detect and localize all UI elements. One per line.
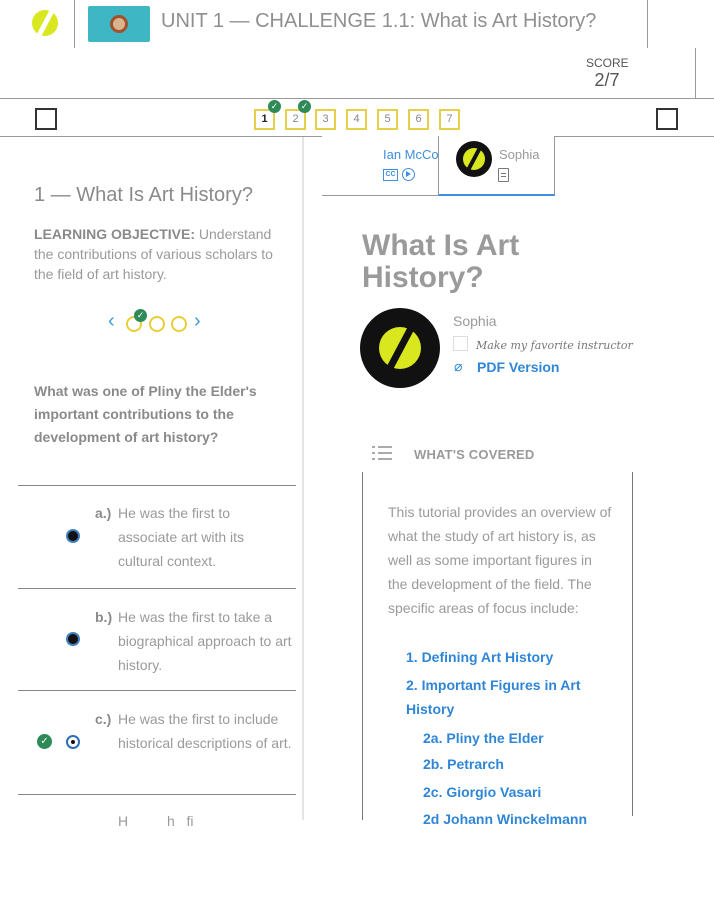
covered-box-border (632, 472, 633, 816)
completed-check-icon: ✓ (268, 100, 281, 113)
question-nav-1[interactable]: 1 (254, 109, 275, 130)
question-nav-7[interactable]: 7 (439, 109, 460, 130)
chevron-left-icon[interactable]: ‹ (108, 310, 115, 332)
question-nav-6[interactable]: 6 (408, 109, 429, 130)
completed-check-icon: ✓ (298, 100, 311, 113)
progress-ring (171, 316, 187, 332)
score-label: SCORE (586, 56, 629, 70)
answer-separator (18, 588, 296, 589)
answer-b-text[interactable]: He was the first to take a biographical approach to art history. (118, 609, 292, 673)
answer-b-radio[interactable] (66, 632, 80, 646)
play-video-icon[interactable] (402, 168, 415, 181)
next-question-button[interactable] (656, 108, 678, 130)
question-nav-5[interactable]: 5 (377, 109, 398, 130)
covered-box-border (362, 472, 363, 820)
toc-link[interactable]: 2. Important Figures in Art History (406, 677, 581, 717)
tab-instructor-sophia[interactable] (438, 136, 555, 196)
whats-covered-heading: WHAT'S COVERED (414, 447, 535, 462)
panel-divider (302, 137, 304, 820)
paperclip-icon[interactable]: ⌀ (454, 358, 463, 374)
pdf-version-link[interactable]: PDF Version (477, 359, 560, 375)
question-nav-2[interactable]: 2 (285, 109, 306, 130)
correct-check-icon: ✓ (37, 734, 52, 749)
closed-captions-icon[interactable]: CC (383, 169, 398, 181)
answer-c-radio[interactable] (66, 735, 80, 749)
chevron-right-icon[interactable]: › (194, 310, 201, 332)
tab-ian-name[interactable]: Ian McCo (383, 147, 439, 162)
unit-thumbnail (88, 6, 150, 42)
learning-objective (34, 224, 284, 284)
favorite-instructor-label[interactable]: Make my favorite instructor (476, 339, 633, 352)
toc-link[interactable]: 2c. Giorgio Vasari (423, 784, 542, 800)
completed-check-icon: ✓ (134, 309, 147, 322)
toc-link[interactable]: 2b. Petrarch (423, 756, 504, 772)
favorite-instructor-checkbox[interactable] (453, 336, 468, 351)
question-nav-3[interactable]: 3 (315, 109, 336, 130)
progress-ring (149, 316, 165, 332)
sophia-avatar-small (456, 141, 492, 177)
objective-text: Understand the contributions of various scholars to the field of art history. (34, 226, 273, 282)
score-divider (695, 48, 696, 98)
covered-description: This tutorial provides an overview of what the study of art history is, as well as some important figures in the development of the field. The specific areas of focus include: (388, 504, 612, 616)
answer-c-letter: c.) (95, 711, 112, 727)
question-text: What was one of Pliny the Elder's important contributions to the development of art history? (34, 383, 257, 445)
prev-question-button[interactable] (35, 108, 57, 130)
toc-link[interactable]: 2d Johann Winckelmann (423, 811, 588, 827)
tab-sophia-name[interactable]: Sophia (499, 147, 540, 162)
nav-top-border (0, 98, 714, 99)
lesson-title: What Is Art History? (362, 229, 520, 294)
answer-a-letter: a.) (95, 505, 112, 521)
tab-instructor-ian[interactable] (322, 136, 440, 196)
objective-label: LEARNING OBJECTIVE: (34, 226, 196, 242)
answer-b-letter: b.) (95, 609, 113, 625)
answer-separator (18, 690, 296, 691)
sophia-avatar (360, 308, 440, 388)
question-nav-4[interactable]: 4 (346, 109, 367, 130)
document-icon[interactable] (498, 168, 509, 182)
answer-a-text[interactable]: He was the first to associate art with its cultural context. (118, 505, 245, 569)
page-title: UNIT 1 — CHALLENGE 1.1: What is Art History? (161, 10, 597, 32)
toc-link[interactable]: 1. Defining Art History (406, 649, 554, 665)
score-value: 2/7 (594, 70, 620, 90)
toc-link[interactable]: 2a. Pliny the Elder (423, 730, 544, 746)
answer-a-radio[interactable] (66, 529, 80, 543)
instructor-name: Sophia (453, 313, 497, 329)
answer-separator (18, 485, 296, 486)
header-divider-right (647, 0, 648, 48)
list-icon (372, 445, 392, 461)
sophia-logo-icon[interactable] (32, 10, 58, 36)
header-divider (74, 0, 75, 48)
answer-separator (18, 794, 296, 795)
section-title: 1 — What Is Art History? (34, 184, 253, 206)
answer-d-text[interactable]: H h fi (118, 813, 194, 829)
answer-c-text[interactable]: He was the first to include historical descriptions of art. (118, 711, 292, 751)
